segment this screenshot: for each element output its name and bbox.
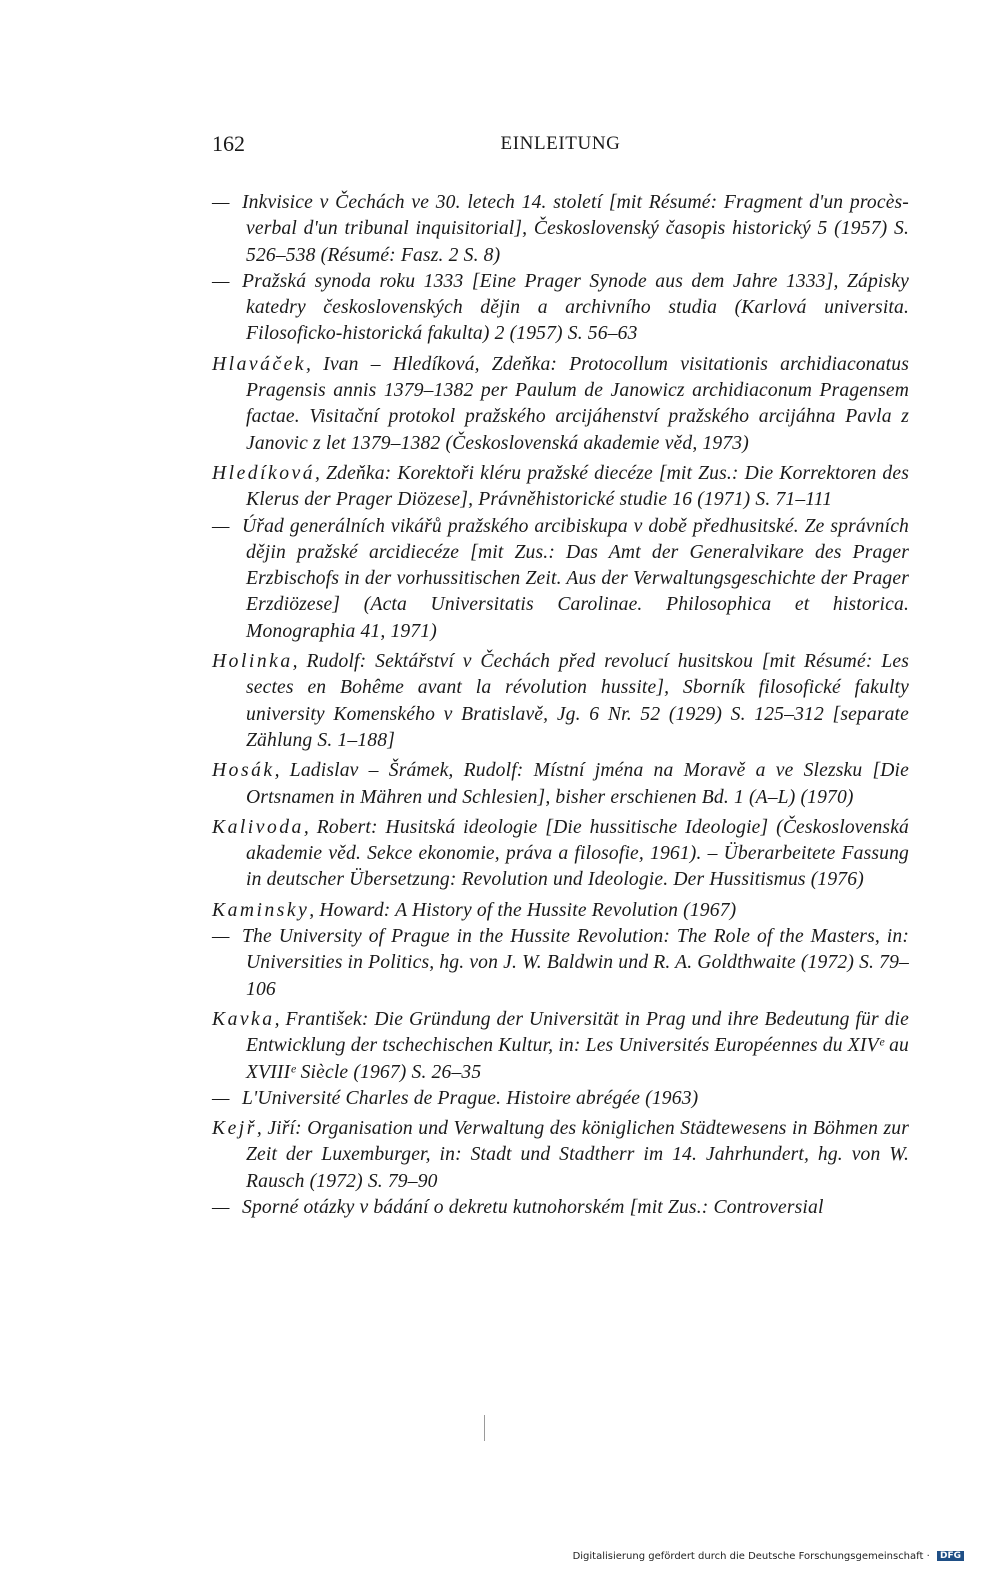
dfg-logo: DFG — [937, 1551, 964, 1561]
continuation-dash: — — [212, 1196, 230, 1218]
entry-author: Kavka — [212, 1008, 275, 1030]
entry-text: The University of Prague in the Hussite Revolution: The Role of the Masters, in: Universities in Politics, hg. von J. W. Baldwin und R. A. Goldthwaite (1972) S. 79–106 — [242, 926, 909, 1000]
running-title: EINLEITUNG — [500, 133, 621, 154]
entry-author: Kejř — [212, 1118, 257, 1140]
entry-text: Sporné otázky v bádání o dekretu kutnohorském [mit Zus.: Controversial — [242, 1196, 824, 1218]
entry-text: , Zdeňka: Korektoři kléru pražské diecéze [mit Zus.: Die Korrektoren des Klerus der Prager Diözese], Právněhistorické studie 16 (1971) S. 71–111 — [246, 462, 909, 511]
continuation-dash: — — [212, 192, 230, 213]
bibliography-entry — [212, 815, 909, 894]
bibliography-entry — [212, 758, 909, 811]
bibliography-entry — [212, 1007, 909, 1086]
bibliography-entry — [212, 190, 909, 269]
bibliography-entry — [212, 898, 909, 924]
entry-text: , Ladislav – Šrámek, Rudolf: Místní jména na Moravě a ve Slezsku [Die Ortsnamen in Mähren und Schlesien], bisher erschienen Bd. 1 (A–L) (1970) — [246, 760, 909, 808]
bibliography-entry — [212, 461, 909, 514]
continuation-dash: — — [212, 1087, 230, 1109]
page-header — [212, 131, 909, 163]
bibliography-entry — [212, 269, 909, 348]
entry-author: Hosák — [212, 760, 275, 782]
entry-text: Pražská synoda roku 1333 [Eine Prager Synode aus dem Jahre 1333], Zápisky katedry československých dějin a archivního studia (Karlová universita. Filosoficko-historická fakulta) 2 (1957) S. 56–63 — [242, 270, 909, 345]
scan-artifact-mark — [484, 1415, 485, 1441]
entry-text: L'Université Charles de Prague. Histoire abrégée (1963) — [242, 1087, 699, 1109]
continuation-dash: — — [212, 515, 230, 537]
bibliography-entry — [212, 1086, 909, 1112]
entry-text: Inkvisice v Čechách ve 30. letech 14. století [mit Résumé: Fragment d'un procès-verbal d'un tribunal inquisitorial], Československý časopis historický 5 (1957) S. 526–538 (Résumé: Fasz. 2 S. 8) — [242, 192, 909, 266]
entry-text: , František: Die Gründung der Universität in Prag und ihre Bedeutung für die Entwicklung der tschechischen Kultur, in: Les Universités Européennes du XIVᵉ au XVIIIᵉ Siècle (1967) S. 26–35 — [246, 1008, 909, 1083]
bibliography-list — [212, 190, 909, 1221]
bibliography-entry — [212, 924, 909, 1003]
entry-author: Holinka — [212, 651, 293, 673]
continuation-dash: — — [212, 926, 230, 948]
entry-author: Hlaváček — [212, 353, 306, 375]
entry-author: Kaminsky — [212, 899, 310, 921]
bibliography-entry — [212, 514, 909, 645]
bibliography-entry — [212, 352, 909, 457]
entry-text: Úřad generálních vikářů pražského arcibiskupa v době předhusitské. Ze správních dějin pražské arcidiecéze [mit Zus.: Das Amt der Generalvikare des Prager Erzbischofs in der vorhussitischen Zeit. Aus der Verwaltungsgeschichte der Prager Erzdiözese] (Acta Universitatis Carolinae. Philosophica et historica. Monographia 41, 1971) — [242, 515, 909, 642]
entry-text: , Rudolf: Sektářství v Čechách před revolucí husitskou [mit Résumé: Les sectes en Bohême avant la révolution hussite], Sborník filosofické fakulty university Komenského v Bratislavě, Jg. 6 Nr. 52 (1929) S. 125–312 [separate Zählung S. 1–188] — [246, 651, 909, 751]
entry-text: , Jiří: Organisation und Verwaltung des königlichen Städtewesens in Böhmen zur Zeit der Luxemburger, in: Stadt und Stadtherr im 14. Jahrhundert, hg. von W. Rausch (1972) S. 79–90 — [246, 1118, 909, 1192]
bibliography-entry — [212, 1116, 909, 1195]
entry-text: , Ivan – Hledíková, Zdeňka: Protocollum visitationis archidiaconatus Pragensis annis 1379–1382 per Paulum de Janowicz archidiaconum Pragensem factae. Visitační protokol pražského arcijáhenství pražského arcijáhna Pavla z Janovic z let 1379–1382 (Československá akademie věd, 1973) — [246, 353, 909, 454]
entry-text: , Robert: Husitská ideologie [Die hussitische Ideologie] (Československá akademie věd. Sekce ekonomie, práva a filosofie, 1961). – Überarbeitete Fassung in deutscher Übersetzung: Revolution und Ideologie. Der Hussitismus (1976) — [246, 816, 909, 891]
page-number: 162 — [212, 131, 245, 156]
bibliography-entry — [212, 1195, 909, 1221]
bibliography-entry — [212, 649, 909, 754]
entry-text: , Howard: A History of the Hussite Revolution (1967) — [309, 899, 737, 921]
continuation-dash: — — [212, 270, 230, 292]
entry-author: Kalivoda — [212, 816, 304, 838]
entry-author: Hledíková — [212, 462, 316, 484]
credit-text: Digitalisierung gefördert durch die Deutsche Forschungsgemeinschaft — [572, 1551, 924, 1562]
digitization-credit: Digitalisierung gefördert durch die Deutsche Forschungsgemeinschaft · DFG — [573, 1551, 964, 1562]
